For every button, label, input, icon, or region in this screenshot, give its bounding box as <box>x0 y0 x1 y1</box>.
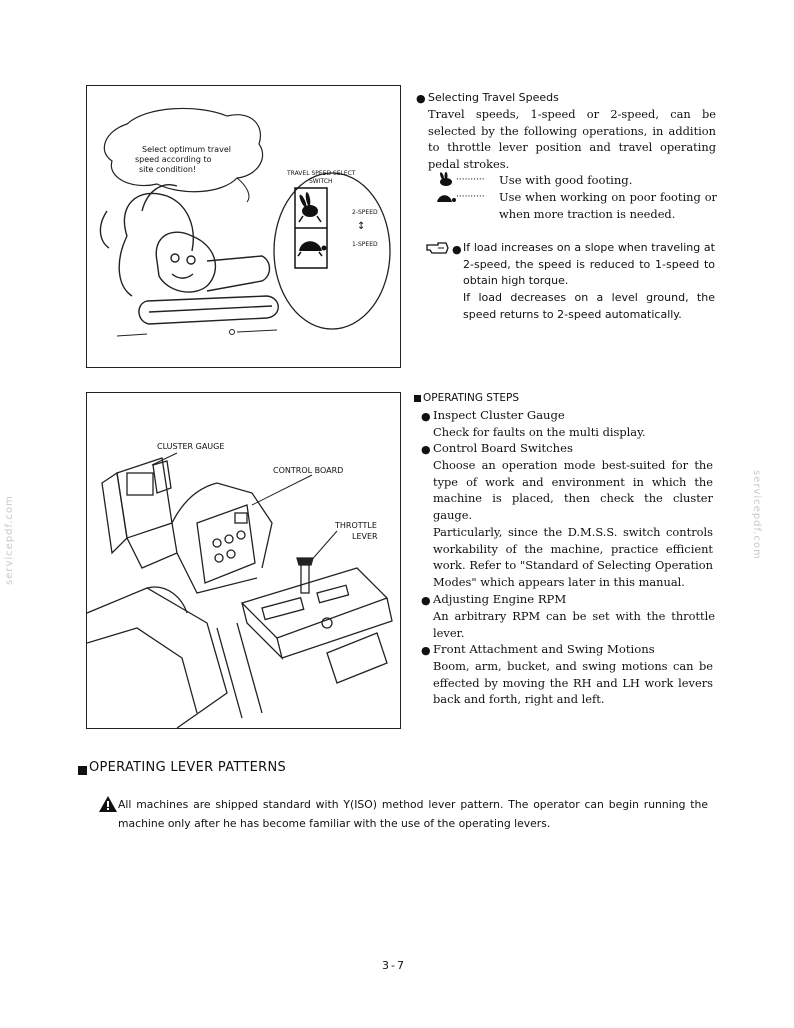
step2-bullet: ● <box>421 443 431 456</box>
throttle-label-1: THROTTLE <box>335 521 377 530</box>
square-bullet <box>414 395 421 402</box>
control-panel-illustration <box>87 393 400 728</box>
slow-speed-text: Use when working on poor footing or when more traction is needed. <box>499 190 717 221</box>
step1-title: Inspect Cluster Gauge <box>433 408 565 422</box>
travel-speeds-heading: Selecting Travel Speeds <box>428 91 559 104</box>
page-number: 3-7 <box>382 959 406 972</box>
watermark-right: servicepdf.com <box>751 470 762 560</box>
bubble-line-1: Select optimum travel <box>142 145 231 154</box>
rabbit-icon <box>298 192 321 222</box>
travel-speed-figure <box>86 85 401 368</box>
travel-speeds-intro: Travel speeds, 1-speed or 2-speed, can be selected by the following operations, in addition to throttle lever position and travel operating pedal strokes. <box>428 107 716 171</box>
turtle-icon <box>434 190 456 204</box>
slow-dots: ·········· <box>456 192 485 202</box>
step2-title: Control Board Switches <box>433 441 573 455</box>
lever-patterns-warning: All machines are shipped standard with Y(ISO) method lever pattern. The operator can begin running the machine only after he has become familiar with the use of the operating levers. <box>118 798 708 830</box>
speed-note-2: If load decreases on a level ground, the speed returns to 2-speed automatically. <box>463 291 715 321</box>
lever-patterns-heading: OPERATING LEVER PATTERNS <box>89 760 287 775</box>
throttle-label-2: LEVER <box>352 532 378 541</box>
step4-title: Front Attachment and Swing Motions <box>433 642 655 656</box>
bubble-line-3: site condition! <box>139 165 197 174</box>
cluster-gauge-label: CLUSTER GAUGE <box>157 442 225 451</box>
step2-text-2: Particularly, since the D.M.S.S. switch controls workability of the machine, practice efficient work. Refer to "Standard of Selecting Operation Modes" which appears later in this manual. <box>433 525 713 589</box>
step3-title: Adjusting Engine RPM <box>433 592 567 606</box>
bullet-dot: ● <box>416 92 426 105</box>
control-board-label: CONTROL BOARD <box>273 466 344 475</box>
speed-arrow: ↕ <box>357 221 366 232</box>
switch-title-2: SWITCH <box>309 178 333 185</box>
step4-bullet: ● <box>421 644 431 657</box>
label-1speed: 1-SPEED <box>352 241 378 248</box>
step3-bullet: ● <box>421 594 431 607</box>
step4-text: Boom, arm, bucket, and swing motions can be effected by moving the RH and LH work levers back and forth, right and left. <box>433 659 713 707</box>
switch-title-1: TRAVEL SPEED SELECT <box>287 170 356 177</box>
travel-speed-illustration <box>87 86 400 367</box>
bubble-line-2: speed according to <box>135 155 212 164</box>
fast-speed-text: Use with good footing. <box>499 173 633 187</box>
speed-note-1: If load increases on a slope when traveling at 2-speed, the speed is reduced to 1-speed to obtain high torque. <box>463 241 715 288</box>
fast-dots: ·········· <box>456 175 485 185</box>
label-2speed: 2-SPEED <box>352 209 378 216</box>
warning-icon <box>98 795 118 813</box>
step2-text: Choose an operation mode best-suited for the type of work and environment in which the machine is placed, then check the cluster gauge. <box>433 458 713 522</box>
operating-steps-heading: OPERATING STEPS <box>423 392 520 404</box>
step3-text: An arbitrary RPM can be set with the throttle lever. <box>433 609 715 640</box>
watermark-left: servicepdf.com <box>4 495 15 585</box>
rabbit-icon <box>436 172 456 188</box>
note-bullet: ● <box>452 243 462 256</box>
control-panel-figure <box>86 392 401 729</box>
excavator-cartoon <box>100 185 278 324</box>
square-bullet <box>78 766 87 775</box>
pointing-hand-icon <box>426 240 450 254</box>
turtle-icon <box>298 241 327 256</box>
step1-bullet: ● <box>421 410 431 423</box>
step1-text: Check for faults on the multi display. <box>433 425 646 439</box>
